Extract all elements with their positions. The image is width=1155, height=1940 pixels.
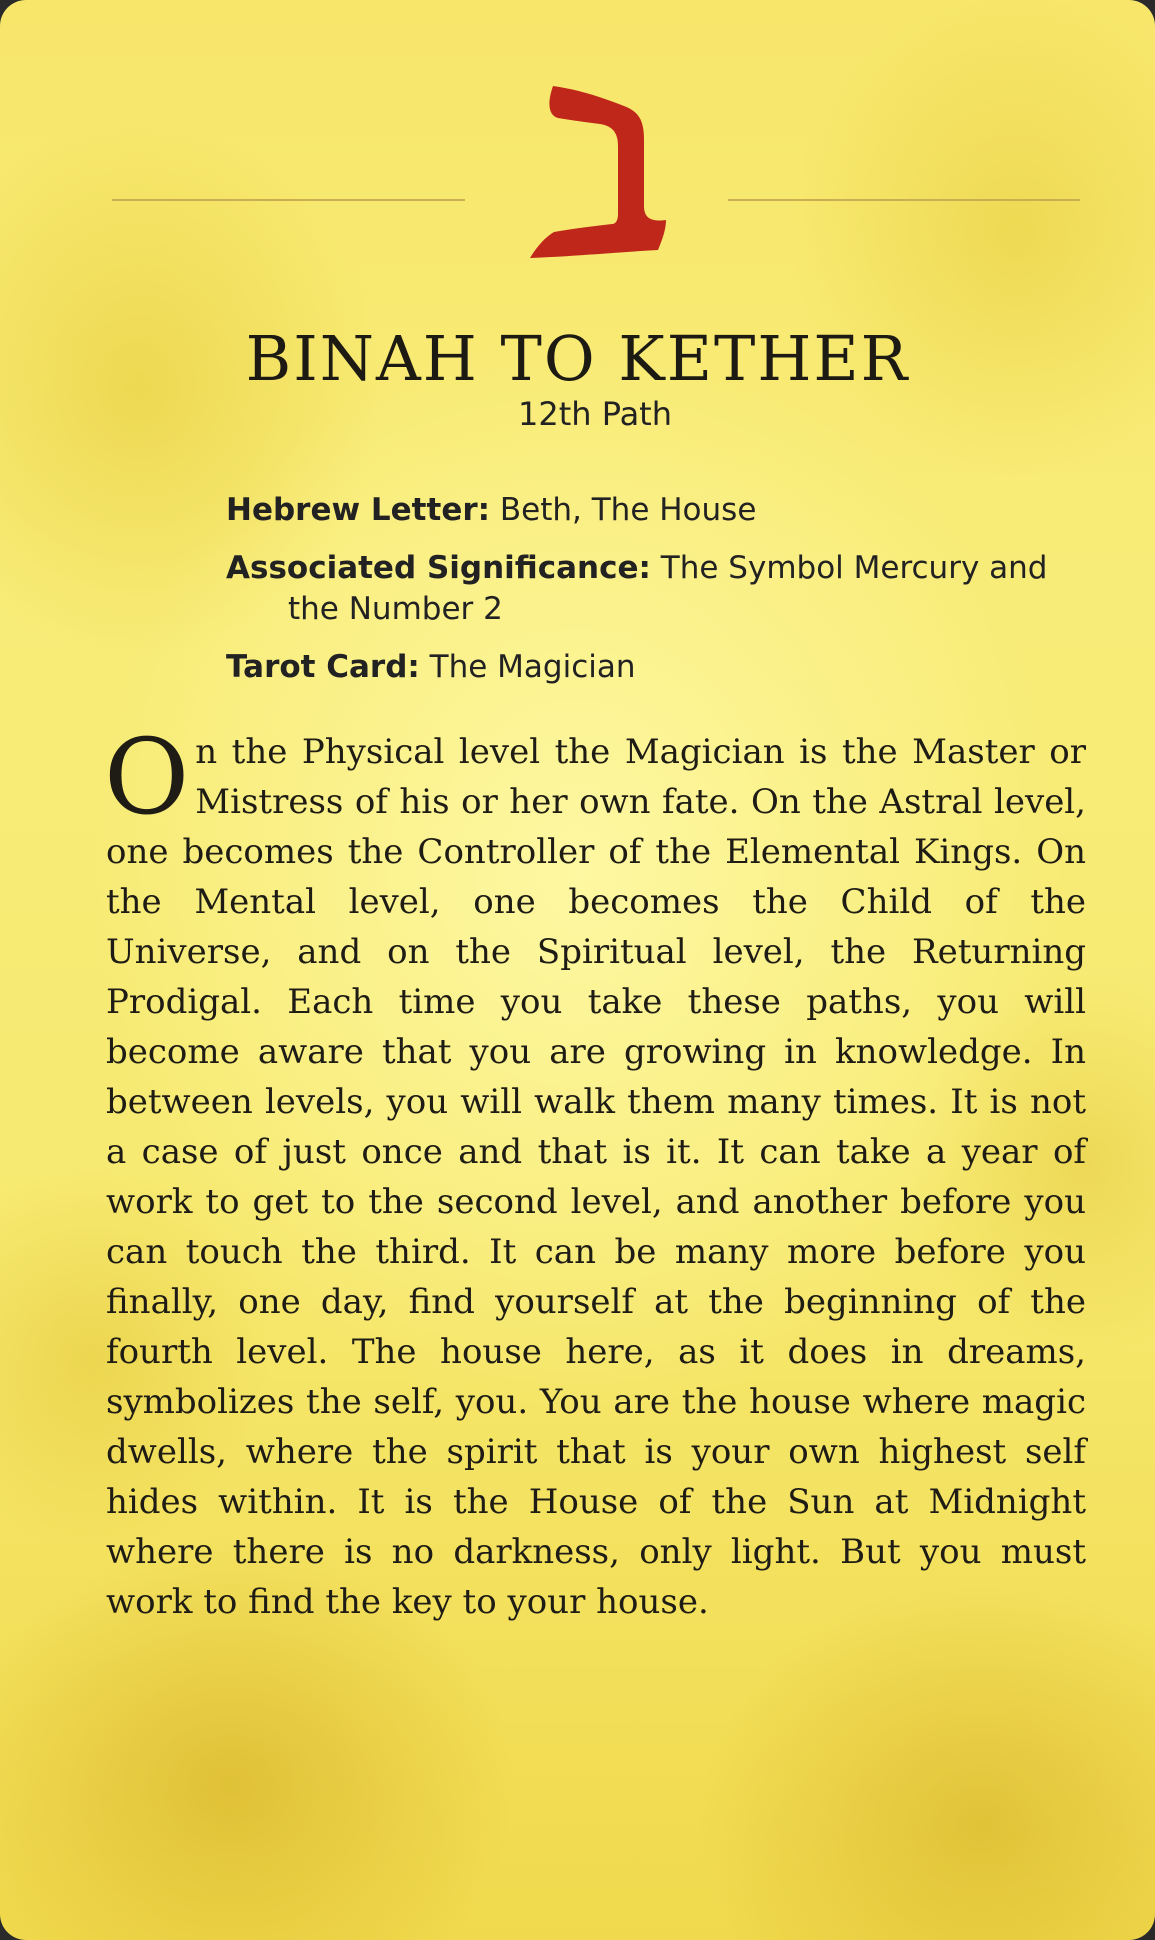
significance-label: Associated Significance:: [226, 550, 651, 586]
header-rule-right: [728, 199, 1080, 201]
tarot-card-label: Tarot Card:: [226, 649, 420, 685]
hebrew-letter-label: Hebrew Letter:: [226, 492, 491, 528]
card-attributes: [226, 490, 1076, 705]
significance-row: [226, 548, 1076, 630]
tarot-card-row: [226, 647, 1076, 688]
hebrew-beth-icon: [520, 80, 680, 270]
card-subtitle: 12th Path: [517, 395, 672, 433]
header-rule-left: [112, 199, 465, 201]
significance-value-line1: The Symbol Mercury and: [660, 550, 1048, 586]
drop-cap: O: [104, 716, 190, 838]
card-title: BINAH TO KETHER: [245, 322, 910, 395]
card-description: [104, 716, 1086, 1627]
hebrew-letter-value: Beth, The House: [499, 492, 757, 528]
hebrew-letter-row: [226, 490, 1076, 531]
tarot-card-value: The Magician: [429, 649, 636, 685]
description-text: n the Physical level the Magician is the Master or Mistress of his or her own fate. On the Astral level, one becomes the Controller of the Elemental Kings. On the Mental level, one becomes the Child of the Universe, and on the Spiritual level, the Returning Prodigal. Each time you take these paths, you will become aware that you are growing in knowledge. In between levels, you will walk them many times. It is not a case of just once and that is it. It can take a year of work to get to the second level, and another before you can touch the third. It can be many more before you finally, one day, find yourself at the beginning of the fourth level. The house here, as it does in dreams, symbolizes the self, you. You are the house where magic dwells, where the spirit that is your own highest self hides within. It is the House of the Sun at Midnight where there is no darkness, only light. But you must work to find the key to your house.: [106, 732, 1086, 1622]
significance-value-line2: the Number 2: [288, 591, 503, 627]
